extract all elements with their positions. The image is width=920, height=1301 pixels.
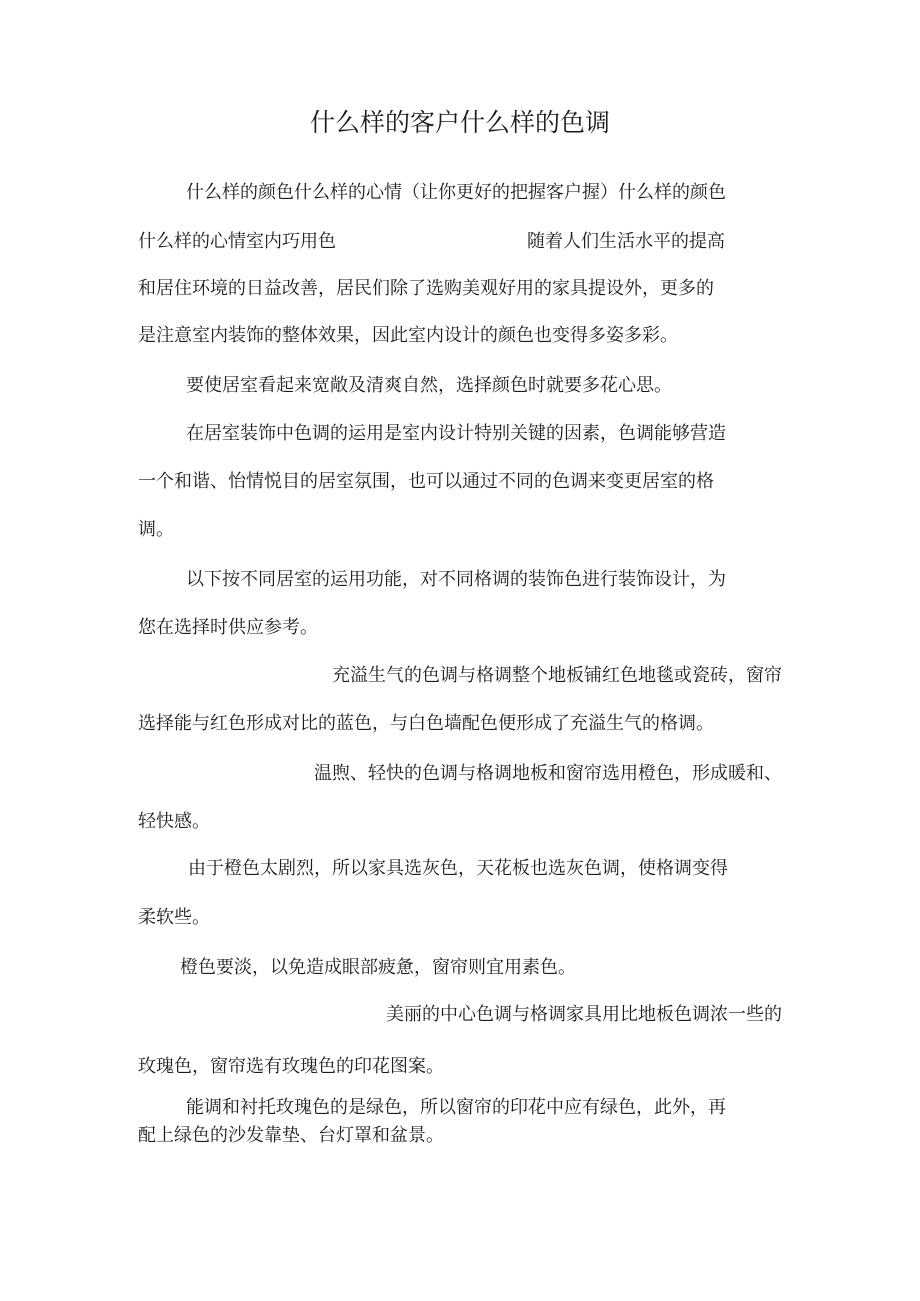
paragraph-line: 玫瑰色，窗帘选有玫瑰色的印花图案。 bbox=[138, 1056, 444, 1077]
paragraph-line: 什么样的颜色什么样的心情（让你更好的把握客户握）什么样的颜色 bbox=[186, 182, 726, 203]
paragraph-line: 轻快感。 bbox=[138, 811, 210, 832]
paragraph-line: 柔软些。 bbox=[138, 907, 210, 928]
paragraph-line: 由于橙色太剧烈，所以家具选灰色，天花板也选灰色调，使格调变得 bbox=[188, 858, 728, 879]
paragraph-line: 选择能与红色形成对比的蓝色，与白色墙配色便形成了充溢生气的格调。 bbox=[138, 713, 714, 734]
paragraph-line: 以下按不同居室的运用功能，对不同格调的装饰色进行装饰设计，为 bbox=[186, 569, 726, 590]
paragraph-line: 美丽的中心色调与格调家具用比地板色调浓一些的 bbox=[386, 1004, 782, 1025]
paragraph-line: 什么样的心情室内巧用色 bbox=[138, 231, 336, 252]
paragraph-line: 您在选择时供应参考。 bbox=[138, 617, 318, 638]
paragraph-line: 和居住环境的日益改善，居民们除了选购美观好用的家具提设外，更多的 bbox=[138, 278, 714, 299]
paragraph-line: 随着人们生活水平的提高 bbox=[527, 231, 725, 252]
paragraph-line: 调。 bbox=[138, 519, 174, 540]
paragraph-line: 能调和衬托玫瑰色的是绿色，所以窗帘的印花中应有绿色，此外，再 bbox=[186, 1097, 726, 1118]
paragraph-line: 要使居室看起来宽敞及清爽自然，选择颜色时就要多花心思。 bbox=[186, 375, 672, 396]
paragraph-line: 配上绿色的沙发靠垫、台灯罩和盆景。 bbox=[138, 1125, 444, 1146]
paragraph-line: 一个和谐、怡情悦目的居室氛围，也可以通过不同的色调来变更居室的格 bbox=[138, 471, 714, 492]
paragraph-line: 充溢生气的色调与格调整个地板铺红色地毯或瓷砖，窗帘 bbox=[332, 665, 782, 686]
paragraph-line: 温煦、轻快的色调与格调地板和窗帘选用橙色，形成暖和、 bbox=[314, 763, 782, 784]
paragraph-line: 是注意室内装饰的整体效果，因此室内设计的颜色也变得多姿多彩。 bbox=[138, 325, 678, 346]
document-title: 什么样的客户什么样的色调 bbox=[309, 108, 610, 137]
paragraph-line: 在居室装饰中色调的运用是室内设计特别关键的因素，色调能够营造 bbox=[186, 423, 726, 444]
paragraph-line: 橙色要淡，以免造成眼部疲惫，窗帘则宜用素色。 bbox=[180, 957, 576, 978]
